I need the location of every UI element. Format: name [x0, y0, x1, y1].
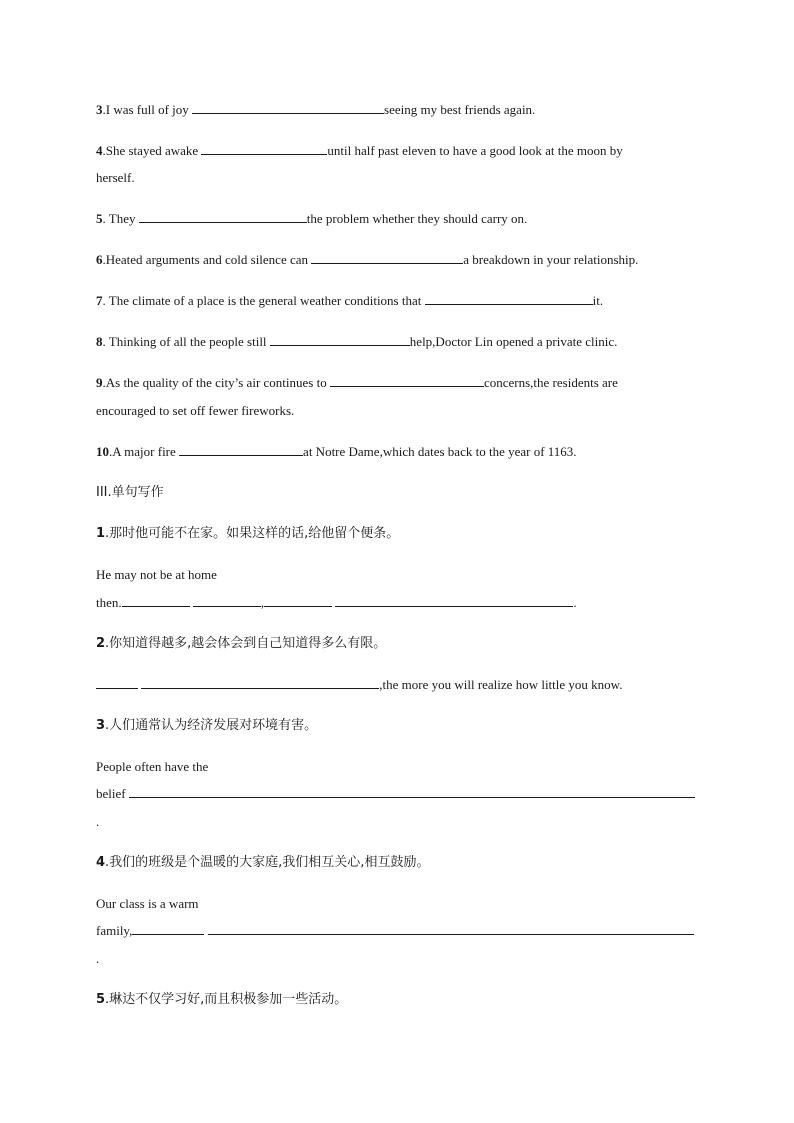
writing-3-line2: [96, 785, 695, 803]
punctuation: .: [96, 814, 100, 829]
answer-blank[interactable]: [270, 333, 410, 346]
writing-3-line1: [96, 758, 208, 776]
answer-blank[interactable]: [179, 443, 303, 456]
writing-1-line2: [96, 594, 577, 612]
question-text: . Thinking of all the people still: [102, 334, 270, 349]
answer-blank[interactable]: [132, 922, 204, 935]
answer-blank[interactable]: [264, 594, 332, 607]
writing-1-prompt: [96, 525, 399, 543]
question-text: concerns,the residents are: [483, 375, 618, 390]
question-number: 8: [96, 334, 103, 349]
question-5: [96, 210, 527, 228]
question-text: a breakdown in your relationship.: [463, 252, 639, 267]
section-heading: [96, 484, 164, 502]
question-number: 3: [96, 718, 106, 733]
writing-2-line1: [96, 676, 622, 694]
question-text: until half past eleven to have a good look at the moon by: [327, 143, 623, 158]
question-text: help,Doctor Lin opened a private clinic.: [409, 334, 618, 349]
section-title: III.单句写作: [96, 485, 164, 500]
question-text: .As the quality of the city’s air continues to: [102, 375, 330, 390]
question-4-continued: [96, 169, 135, 187]
answer-blank[interactable]: [311, 251, 463, 264]
chinese-prompt: .那时他可能不在家。如果这样的话,给他留个便条。: [105, 526, 400, 541]
question-7: [96, 292, 603, 310]
question-number: 9: [96, 375, 103, 390]
answer-blank[interactable]: [129, 785, 695, 798]
writing-3-line3: [96, 813, 99, 831]
question-text: it.: [592, 293, 604, 308]
writing-4-line3: [96, 950, 99, 968]
question-number: 2: [96, 636, 106, 651]
answer-stem: belief: [96, 786, 129, 801]
question-6: [96, 251, 638, 269]
answer-blank[interactable]: [208, 922, 694, 935]
punctuation: .: [96, 951, 100, 966]
question-number: 6: [96, 252, 103, 267]
question-10: [96, 443, 577, 461]
answer-stem: ,the more you will realize how little you know.: [379, 677, 623, 692]
question-3: [96, 101, 535, 119]
question-number: 3: [96, 102, 103, 117]
chinese-prompt: .你知道得越多,越会体会到自己知道得多么有限。: [105, 636, 387, 651]
question-number: 5: [96, 992, 106, 1007]
question-text: . The climate of a place is the general weather conditions that: [102, 293, 425, 308]
answer-blank[interactable]: [139, 210, 307, 223]
writing-1-line1: [96, 566, 217, 584]
answer-stem: Our class is a warm: [96, 896, 199, 911]
chinese-prompt: .人们通常认为经济发展对环境有害。: [105, 718, 318, 733]
question-number: 1: [96, 526, 106, 541]
answer-stem: He may not be at home: [96, 567, 217, 582]
answer-blank[interactable]: [330, 374, 484, 387]
question-9: [96, 374, 618, 392]
question-text: herself.: [96, 170, 135, 185]
writing-3-prompt: [96, 717, 317, 735]
question-9-continued: [96, 402, 294, 420]
question-text: the problem whether they should carry on.: [306, 211, 528, 226]
question-number: 7: [96, 293, 103, 308]
answer-blank[interactable]: [193, 594, 261, 607]
question-text: . They: [102, 211, 139, 226]
question-number: 4: [96, 143, 103, 158]
question-number: 10: [96, 444, 109, 459]
answer-stem: family,: [96, 923, 133, 938]
punctuation: .: [573, 595, 577, 610]
question-text: at Notre Dame,which dates back to the year of 1163.: [303, 444, 577, 459]
answer-blank[interactable]: [141, 676, 379, 689]
question-text: seeing my best friends again.: [384, 102, 536, 117]
punctuation: ,: [260, 595, 265, 610]
answer-stem: People often have the: [96, 759, 209, 774]
answer-blank[interactable]: [122, 594, 190, 607]
question-text: .I was full of joy: [102, 102, 193, 117]
question-8: [96, 333, 617, 351]
question-text: .Heated arguments and cold silence can: [102, 252, 312, 267]
writing-4-line2: [96, 922, 694, 940]
chinese-prompt: .我们的班级是个温暖的大家庭,我们相互关心,相互鼓励。: [105, 855, 430, 870]
chinese-prompt: .琳达不仅学习好,而且积极参加一些活动。: [105, 992, 348, 1007]
question-4: [96, 142, 623, 160]
question-number: 4: [96, 855, 106, 870]
answer-blank[interactable]: [201, 142, 327, 155]
writing-4-line1: [96, 895, 199, 913]
question-text: .She stayed awake: [102, 143, 202, 158]
question-text: encouraged to set off fewer fireworks.: [96, 403, 295, 418]
answer-stem: then.: [96, 595, 122, 610]
answer-blank[interactable]: [425, 292, 593, 305]
writing-2-prompt: [96, 635, 386, 653]
question-text: .A major fire: [109, 444, 180, 459]
writing-4-prompt: [96, 854, 429, 872]
question-number: 5: [96, 211, 103, 226]
answer-blank[interactable]: [335, 594, 573, 607]
answer-blank[interactable]: [192, 101, 384, 114]
answer-blank[interactable]: [96, 676, 138, 689]
writing-5-prompt: [96, 991, 347, 1009]
